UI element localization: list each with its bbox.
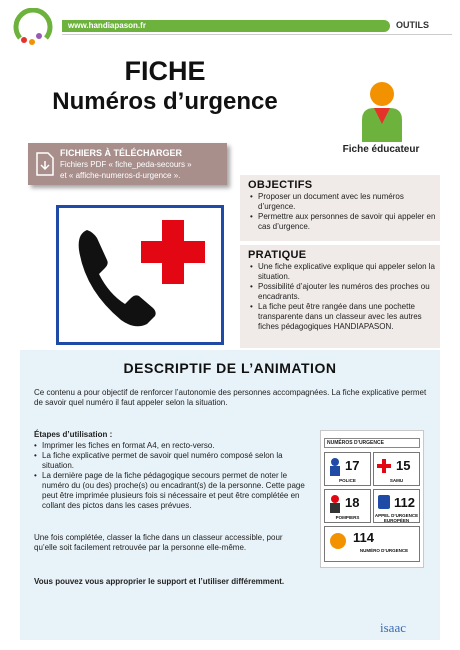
thumbnail-heading: NUMÉROS D’URGENCE [324, 438, 420, 448]
thumb-number: 17 [345, 458, 360, 473]
phone-icon [376, 494, 392, 510]
page-title: FICHE [124, 56, 206, 86]
header-section-label: OUTILS [396, 20, 429, 30]
objectifs-heading: OBJECTIFS [248, 179, 313, 191]
phone-cross-icon [59, 208, 221, 342]
download-file-2[interactable]: et « affiche-numeros-d-urgence ». [60, 171, 181, 180]
thumb-cell-112 [373, 489, 420, 523]
list-item: • Une fiche explicative explique qui appeler selon la situation. [250, 262, 436, 282]
thumb-label: NUMÉRO D’URGENCE [359, 548, 409, 553]
list-item: • La fiche peut être rangée dans une pochette transparente dans un classeur avec les autres fiches pédagogiques HANDIAPASON. [250, 302, 436, 332]
thumb-cell-pompiers [324, 489, 371, 523]
steps-heading: Étapes d’utilisation : [34, 430, 113, 439]
download-title: FICHIERS À TÉLÉCHARGER [60, 148, 183, 158]
thumb-number: 15 [396, 458, 411, 473]
thumb-cell-114 [324, 526, 420, 562]
descriptif-closing: Une fois complétée, classer la fiche dans un classeur accessible, pour qu’elle soit facilement retrouvée par la personne elle-même. [34, 533, 283, 552]
descriptif-heading: DESCRIPTIF DE L’ANIMATION [123, 360, 337, 376]
thumb-number: 114 [353, 530, 374, 545]
thumb-number: 18 [345, 495, 360, 510]
header-divider [62, 34, 452, 35]
descriptif-final: Vous pouvez vous approprier le support et l’utiliser différemment. [34, 577, 285, 586]
hand-sign-icon [329, 531, 347, 551]
steps-list [34, 441, 312, 511]
isaac-logo: isaac [380, 620, 406, 635]
objectifs-panel [240, 175, 440, 241]
page-subtitle: Numéros d’urgence [52, 88, 278, 115]
emergency-phone-sign [56, 205, 224, 345]
thumb-cell-samu [373, 452, 420, 486]
download-file-1[interactable]: Fichiers PDF « fiche_peda-secours » [60, 160, 192, 169]
thumb-label: POLICE [339, 478, 356, 483]
header-url[interactable]: www.handiapason.fr [68, 21, 146, 30]
file-download-icon [35, 152, 55, 176]
thumb-cell-police [324, 452, 371, 486]
handiapason-logo [12, 8, 54, 50]
list-item: • Proposer un document avec les numéros d’urgence. [250, 192, 436, 212]
pratique-heading: PRATIQUE [248, 249, 307, 261]
thumb-label: APPEL D’URGENCE EUROPÉEN [374, 513, 419, 523]
firefighter-icon [327, 494, 343, 514]
samu-icon [376, 457, 392, 477]
list-item: • Possibilité d’ajouter les numéros des proches ou encadrants. [250, 282, 436, 302]
thumb-label: SAMU [389, 478, 404, 483]
descriptif-intro: Ce contenu a pour objectif de renforcer l’autonomie des personnes accompagnées. La fiche explicative permet de savoir quel numéro il faut appeler selon la situation. [34, 388, 427, 407]
list-item: • La fiche explicative permet de savoir quel numéro composé selon la situation. [34, 451, 312, 471]
police-icon [327, 457, 343, 477]
pratique-list [250, 262, 436, 332]
list-item: • Permettre aux personnes de savoir qui appeler en cas d’urgence. [250, 212, 436, 232]
audience-label: Fiche éducateur [342, 144, 420, 155]
pratique-panel [240, 245, 440, 348]
educator-person-icon [352, 80, 412, 142]
thumb-label: POMPIERS [335, 515, 360, 520]
list-item: • La dernière page de la fiche pédagogique secours permet de noter le numéro du (ou des) proche(s) ou encadrant(s) de la personne. Cette page peut être imprimée plusieurs fois si nécessaire et peut être complétée en collant des pictos dans les cases prévues. [34, 471, 312, 511]
thumb-number: 112 [394, 495, 415, 510]
objectifs-list [250, 192, 436, 232]
list-item: • Imprimer les fiches en format A4, en recto-verso. [34, 441, 312, 451]
